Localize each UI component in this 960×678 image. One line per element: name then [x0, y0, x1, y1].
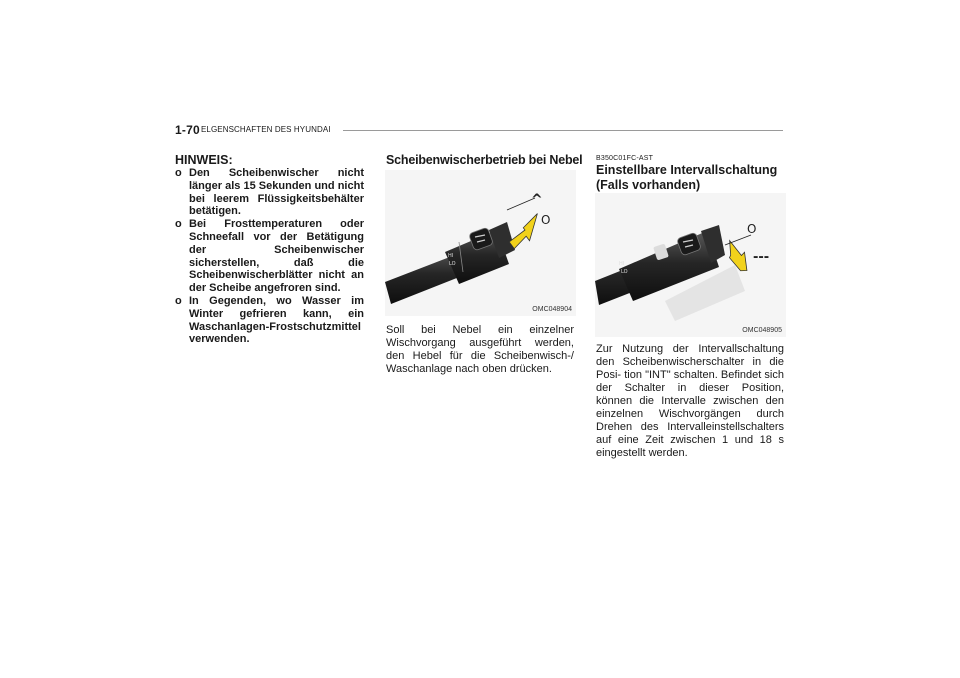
- interval-mark-o: O: [747, 222, 757, 236]
- header-rule: [343, 130, 783, 131]
- note-bullet: o: [175, 218, 182, 231]
- note-title: HINWEIS:: [175, 153, 233, 167]
- note-item-text: Bei Frosttemperaturen oder Schneefall vor der Betätigung der Scheibenwischer sicherstellen, daß die Scheibenwischerblätter nicht an der Scheibe angefroren sind.: [189, 218, 364, 295]
- svg-text:LO: LO: [449, 261, 456, 267]
- note-item-text: Den Scheibenwischer nicht länger als 15 Sekunden und nicht bei leerem Flüssigkeitsbehälter betätigen.: [189, 167, 364, 218]
- svg-text:HI: HI: [448, 253, 454, 259]
- note-item: [175, 167, 364, 218]
- interval-description: Zur Nutzung der Intervallschaltung den Scheibenwischerschalter in die Posi- tion "INT" schalten. Befindet sich der Schalter in dieser Position, können die Intervalle zwischen den einzelnen Wischvorgängen durch Drehen des Intervalleinstellschalters auf eine Zeit zwischen 1 und 18 s eingestellt werden.: [596, 343, 784, 459]
- fog-wiper-figure: [385, 170, 576, 316]
- fog-description: Soll bei Nebel ein einzelner Wischvorgang ausgeführt werden, den Hebel für die Scheibenwisch-/ Waschanlage nach oben drücken.: [386, 324, 574, 375]
- fog-section-title: Scheibenwischerbetrieb bei Nebel: [386, 153, 583, 167]
- note-item: [175, 218, 364, 295]
- svg-text:HI: HI: [619, 261, 625, 267]
- note-list: [175, 167, 364, 346]
- fog-mark-caret: ^: [531, 192, 543, 208]
- note-item-text: In Gegenden, wo Wasser im Winter gefrieren kann, ein Waschanlagen-Frostschutzmittel verwenden.: [189, 294, 364, 346]
- figure-id: OMC048905: [742, 327, 782, 334]
- interval-lever-illustration: [595, 193, 786, 337]
- figure-id: OMC048904: [532, 306, 572, 313]
- fog-mark-o: O: [541, 213, 551, 227]
- page-number: 1-70: [175, 123, 200, 137]
- interval-mark-dash: ---: [753, 250, 770, 265]
- note-item: [175, 295, 364, 346]
- svg-text:LO: LO: [621, 269, 628, 275]
- wiper-lever-illustration: [385, 170, 576, 316]
- section-code: B350C01FC-AST: [596, 155, 654, 162]
- interval-wiper-figure: [595, 193, 786, 337]
- note-bullet: o: [175, 294, 182, 307]
- note-bullet: o: [175, 167, 182, 179]
- interval-section-title: Einstellbare Intervallschaltung (Falls vorhanden): [596, 163, 778, 192]
- section-title: ELGENSCHAFTEN DES HYUNDAI: [201, 125, 331, 134]
